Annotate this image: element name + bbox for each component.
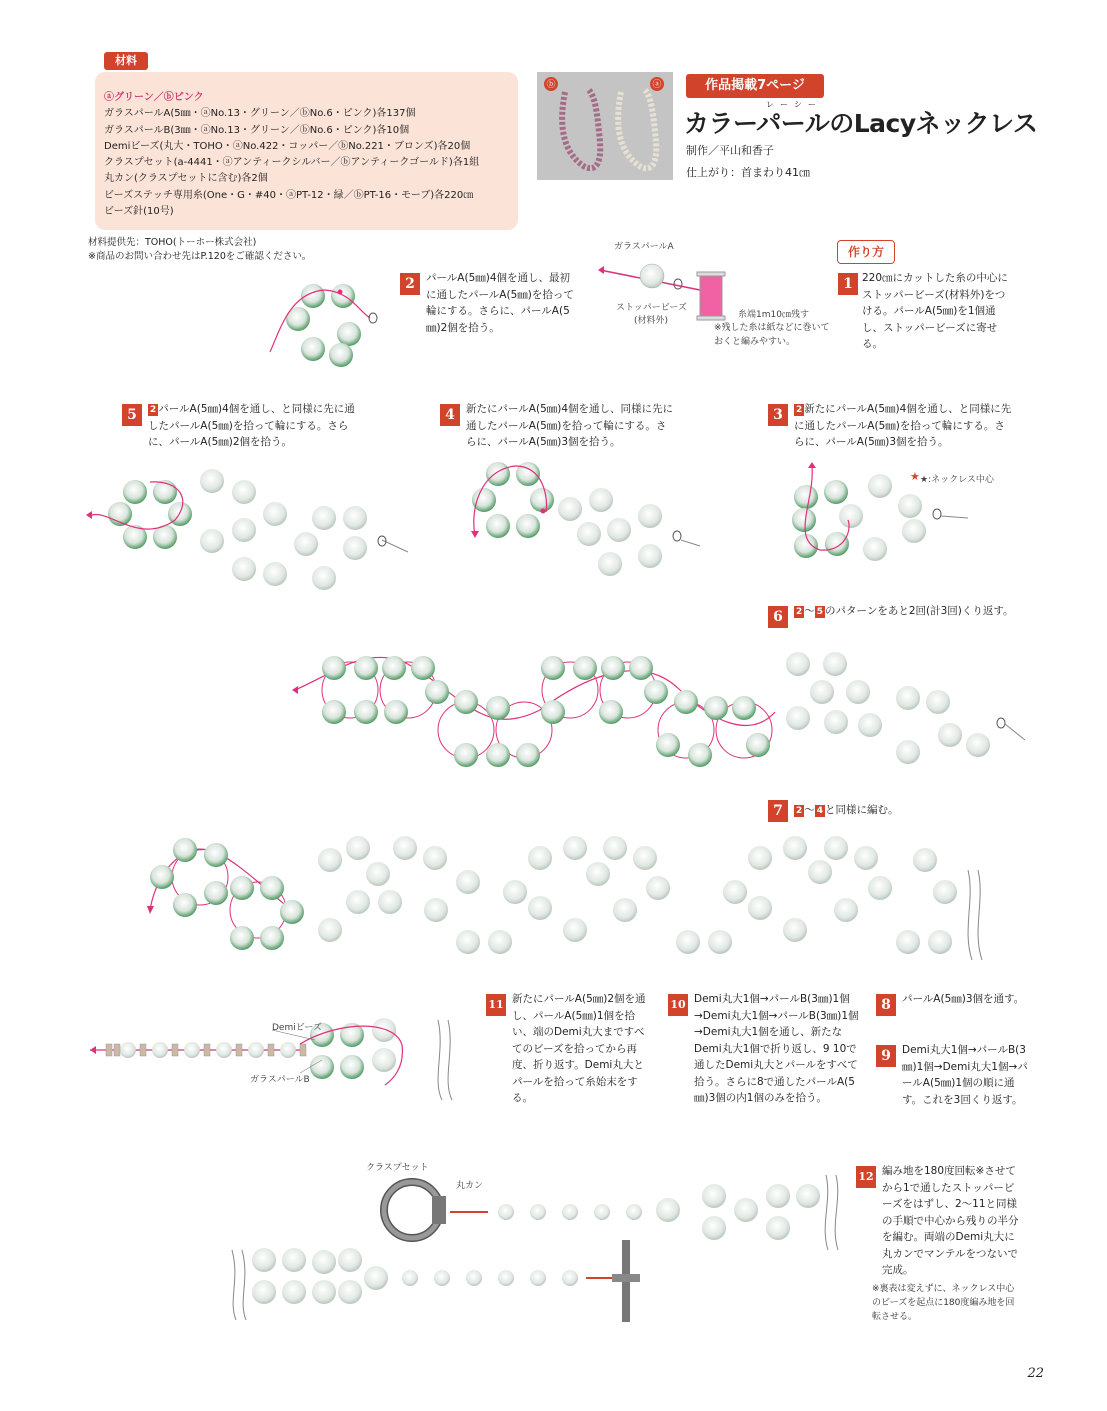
step2-number: 2	[400, 273, 420, 295]
step8-text: パールA(5㎜)3個を通す。	[902, 993, 1025, 1005]
step6-block: 2 〜 5 のパターンをあと2回(計3回)くり返す。	[796, 605, 1014, 617]
step6-text: のパターンをあと2回(計3回)くり返す。	[825, 605, 1014, 617]
materials-line: ガラスパールA(5㎜・ⓐNo.13・グリーン／ⓑNo.6・ピンク)各137個	[104, 108, 416, 120]
label-stopper-note: (材料外)	[634, 316, 669, 326]
step8-number: 8	[876, 994, 896, 1016]
step6-ref-a: 2	[796, 607, 803, 617]
materials-line: Demiビーズ(丸大・TOHO・ⓐNo.422・コッパー／ⓑNo.221・ブロンズ)各20個	[104, 140, 471, 152]
step7-text: と同様に編む。	[825, 804, 899, 816]
step10-number: 10	[668, 994, 688, 1016]
step7-block: 2 〜 4 と同様に編む。	[796, 804, 899, 816]
step6-diagram	[292, 652, 1025, 767]
label-stopper: ストッパービーズ	[616, 303, 687, 313]
materials-line: 丸カン(クラスプセットに含む)各2個	[104, 173, 268, 185]
step12-diagram	[232, 1175, 838, 1322]
published-page-tag: 作品掲載7ページ	[686, 74, 824, 98]
author: 制作／平山和香子	[686, 144, 774, 157]
page-title: カラーパールのLacyネックレス	[684, 109, 1038, 138]
label-thread-note: ※残した糸は紙などに巻いておくと編みやすい。	[714, 323, 830, 347]
label-center: ★:ネックレス中心	[920, 475, 994, 485]
materials-line: ⓐグリーン／ⓑピンク	[104, 92, 204, 103]
step5-ref: 2	[150, 405, 157, 415]
label-glass-pearl-a: ガラスパールA	[614, 242, 674, 252]
step3-ref: 2	[796, 405, 803, 415]
step3-block	[794, 401, 1012, 451]
materials-line: ビーズ針(10号)	[104, 206, 174, 218]
step5-number: 5	[122, 404, 142, 426]
title-ruby: レーシー	[766, 100, 822, 109]
step5-diagram	[86, 469, 408, 590]
step3-number: 3	[768, 404, 788, 426]
label-thread-end: 糸端1m10㎝残す	[738, 310, 809, 320]
step4-diagram	[471, 462, 700, 576]
step10-text: Demi丸大1個→パールB(3㎜)1個→Demi丸大1個→パールB(3㎜)1個→Demi丸大1個を通し、新たなDemi丸大1個で折り返し、9 10で通したDemi丸大とパールをすべて拾う。さらに8で通したパールA(5㎜)3個の内1個のみを拾う。	[694, 993, 859, 1104]
svg-text:★: ★	[910, 470, 920, 483]
page-number: 22	[1027, 1366, 1044, 1381]
step12-note: ※裏表は変えずに、ネックレス中心のビーズを起点に180度編み地を回転させる。	[872, 1284, 1015, 1322]
step12-number: 12	[856, 1166, 876, 1188]
step4-text: 新たにパールA(5㎜)4個を通し、同様に先に通したパールA(5㎜)を拾って輪にする。さらに、パールA(5㎜)3個を拾う。	[466, 403, 674, 448]
step7-number: 7	[768, 800, 788, 822]
step9-text: Demi丸大1個→パールB(3㎜)1個→Demi丸大1個→パールA(5㎜)1個の順に通す。これを3回くり返す。	[902, 1044, 1028, 1106]
label-demi: Demiビーズ	[272, 1023, 322, 1033]
photo-label-b: ⓑ	[546, 80, 556, 90]
finished-size: 仕上がり：首まわり41㎝	[686, 166, 810, 179]
step9-number: 9	[876, 1045, 896, 1067]
materials-line: ガラスパールB(3㎜・ⓐNo.13・グリーン／ⓑNo.6・ピンク)各10個	[104, 124, 410, 136]
step11-number: 11	[486, 994, 506, 1016]
step7-ref-a: 2	[796, 806, 803, 816]
step3-text: 新たにパールA(5㎜)4個を通し、と同様に先に通したパールA(5㎜)を拾って輪にする。さらに、パールA(5㎜)3個を拾う。	[794, 403, 1012, 448]
step11-diagram	[90, 1018, 452, 1100]
materials-line: ビーズステッチ専用糸(One・G・#40・ⓐPT-12・緑／ⓑPT-16・モーブ)各220㎝	[104, 189, 474, 201]
step12-text: 編み地を180度回転※させてから1で通したストッパービーズをはずし、2〜11と同様の手順で中心から残りの半分を編む。両端のDemi丸大に丸カンでマンテルをつないで完成。	[882, 1165, 1019, 1276]
step7-ref-b: 4	[816, 806, 824, 816]
supplier-line: ※商品のお問い合わせ先はP.120をご確認ください。	[88, 251, 312, 262]
step1-text: 220㎝にカットした糸の中心にストッパービーズ(材料外)をつける。パールA(5㎜)を1個通し、ストッパービーズに寄せる。	[862, 272, 1008, 350]
photo-label-a: ⓐ	[652, 80, 662, 90]
step11-text: 新たにパールA(5㎜)2個を通し、パールA(5㎜)1個を拾い、端のDemi丸大まですべてのビーズを拾ってから再度、折り返す。Demi丸大とパールを拾って糸始末をする。	[512, 993, 646, 1104]
step7-diagram	[147, 836, 982, 960]
materials-line: クラスプセット(a-4441・ⓐアンティークシルバー／ⓑアンティークゴールド)各1組	[104, 157, 480, 169]
supplier-line: 材料提供先：TOHO(トーホー株式会社)	[88, 237, 257, 248]
step6-number: 6	[768, 606, 788, 628]
materials-tag: 材料	[104, 52, 148, 70]
label-ring: 丸カン	[456, 1181, 484, 1191]
step6-ref-b: 5	[816, 607, 824, 617]
step2-diagram	[270, 284, 377, 367]
label-clasp: クラスプセット	[366, 1163, 429, 1173]
step2-text: パールA(5㎜)4個を通し、最初に通したパールA(5㎜)を拾って輪にする。さらに、パールA(5㎜)2個を拾う。	[426, 272, 574, 334]
step5-text: パールA(5㎜)4個を通し、と同様に先に通したパールA(5㎜)を拾って輪にする。さらに、パールA(5㎜)2個を拾う。	[148, 403, 355, 448]
step5-block	[148, 401, 358, 451]
step1-number: 1	[838, 273, 858, 295]
howto-label: 作り方	[837, 240, 895, 264]
label-glass-pearl-b: ガラスパールB	[250, 1075, 310, 1085]
step4-number: 4	[440, 404, 460, 426]
